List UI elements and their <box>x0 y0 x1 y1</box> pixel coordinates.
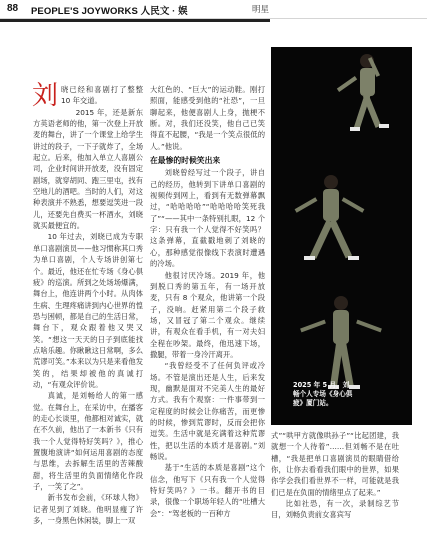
header-bar <box>0 19 270 22</box>
stand-up-comedian-photo <box>271 47 412 425</box>
article-paragraph: 新书发布会前，《环球人物》记者见到了刘晓。他明显瘦了许多，一身黑色休闲装，脚上一双 <box>33 493 143 526</box>
article-column-3 <box>271 430 399 521</box>
article-paragraph: 10 年过去，刘晓已成为专职单口喜剧演员——他习惯称其口秀为单口喜剧，个人专场讲创第七个。最近，他还在忙专场《身心俱疲》的巡演。所到之处场场爆满，舞台上，他连讲两个小时。从肉体生病、生理疼痛讲到内心世界的惶恐与困顿，都是自己的生活日常，舞台下，观众跟着他又哭又笑。“想这一天天的日子到底能找点啥乐趣。你瞅瞅这日常啊，多么荒谬可笑。”本来以为只是来看他发笑的，结果却被他的真诚打动，“有观众评价说。 <box>33 232 143 389</box>
photo-caption: 2025 年 5 月，刘畅个人专场《身心俱疲》厦门站。 <box>293 381 353 407</box>
article-paragraph: 2015 年，还是新东方英语老师的他，第一次登上开放麦的舞台，讲了一个课堂上给学生讲过的段子，一下子就炸了，全场起立。后来，他加入单立人喜剧公司，企业时间讲开放麦，没有固定剧场，就穿胡同、跑三里屯，找有空地儿的酒吧。当时的人们，对这种表演并不熟悉，想要逗笑进一段儿，还要先自费买一杯酒水，刘晓就买最便宜的。 <box>33 107 143 231</box>
performer-figure-1 <box>337 54 389 131</box>
article-paragraph: 基于“生活的本质是喜剧”这个信念，他写下《只有我一个人觉得特好笑吗？》一书。翻开书的目录，很像一个职场年轻人的“吐槽大会”：“驾老板的一百种方 <box>150 463 265 518</box>
article-paragraph: 他很讨厌冷场。2019 年，他到脱口秀的第五年，有一场开放麦，只有 8 个观众，他讲第一个段子，没响。赶紧用第二个段子救场，又冒冠了第二个观众。继续讲，有观众在看手机，有一对夫妇全程在吵架。最终，他迅速下场，撒腿，带着一身冷汗离开。 <box>150 270 265 359</box>
performer-figures <box>271 47 412 425</box>
article-paragraph: 刘晓已经和喜剧打了整整 10 年交道。 <box>32 81 143 111</box>
article-paragraph: 大红色的、“巨大”的运动鞋。刚打照面，能感受到他的“社恐”，一旦聊起来，他便喜剧人上身，抛梗不断。对，我们还没笑，他自己已笑得直不起腰，“我是一个笑点很低的人。”他说。 <box>150 85 265 151</box>
dropcap: 刘 <box>32 81 59 111</box>
article-column-1 <box>32 81 143 526</box>
article-subheading: 在最惨的时候笑出来 <box>150 156 221 166</box>
performer-figure-3 <box>300 296 382 389</box>
article-paragraph: 式”“哄甲方就像哄孙子”“比起团建，我就想一个人待着”……但刘畅不是在吐槽，“我是把单口喜剧演员的眼睛借给你，让你去看看我们眼中的世界，如果你学会我们看世界不一样，可能就是我们已是在负面的情绪里点了起来。” <box>271 431 399 497</box>
article-paragraph: “我曾经受不了任何负评或冷场。不管是演出还是人生，后来发现，幽默是面对不完美人生的最好方式。我有个观察：一件事带到一定程度的时候会让你痛苦，而更惨的时候，惨到荒谬时，反而会把你逗笑。生活中就是充满着这种荒谬性，把以生活的本质才是喜剧。”刘畅说。 <box>150 361 265 461</box>
article-paragraph: 比如社恐，有一次，录制综艺节目，刘畅负责前女喜宾写 <box>271 499 399 520</box>
page-number: 88 <box>7 3 19 14</box>
section-label: 明星 <box>252 5 270 15</box>
magazine-title: PEOPLE'S JOYWORKS 人民文 · 娱 <box>31 6 188 17</box>
performer-figure-2 <box>295 175 365 260</box>
page-header <box>0 0 427 20</box>
article-column-2 <box>150 84 265 519</box>
article-paragraph: 刘晓曾经写过一个段子，讲自己的经历，他转到下讲单口喜剧的视频传到网上，看到有无数弹幕飘过，“哈哈哈哈”“哈哈哈哈笑死我了”“——其中一条特别扎眼，12 个字：只有我一个人觉得不好笑吗？这条弹幕，直截戳地刺了刘晓的心，那种感觉很像线下表演时遭遇的冷场。 <box>150 168 265 269</box>
article-paragraph: 真诚，是刘畅给人的第一感觉。在舞台上，在采访中，在播客的走心长谈里，他都相对诚实，就在不久前，他出了一本新书《只有我一个人觉得特好笑吗？》，推心置腹地演讲“如何运用喜剧的态度与思维，去拆解生活里的苦辣酸甜，将生活里的负面情绪化作段子，一笑了之”。 <box>33 391 143 492</box>
